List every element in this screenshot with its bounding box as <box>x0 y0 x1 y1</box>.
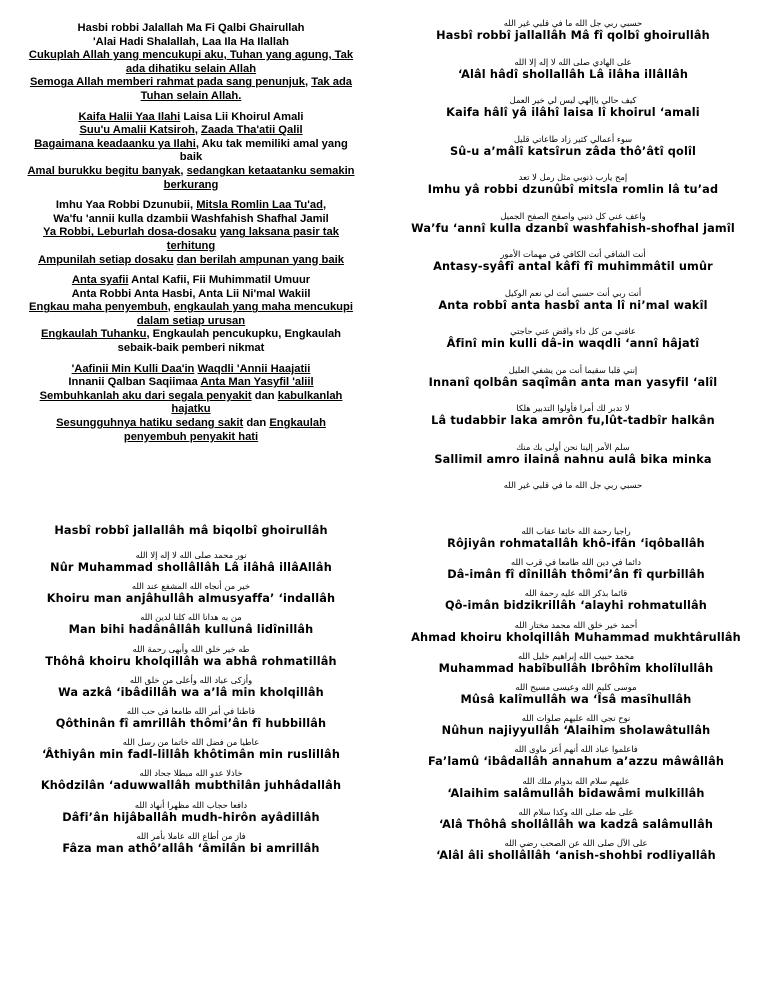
latin-transliteration: Khôdzilân ‘aduwwallâh mubthilân juhhâdallâh <box>40 779 342 793</box>
translation-line <box>18 403 364 417</box>
arabic-verse: خير من أنجاه الله المشفع عند الله <box>131 581 251 592</box>
underlined-phrase: Engkaulah Tuhanku <box>40 328 147 341</box>
underlined-phrase: kabulkanlah <box>277 389 343 402</box>
translation-line <box>18 199 364 213</box>
verse-pair <box>16 675 366 706</box>
latin-transliteration: Qô-imân bidzikrillâh ‘alayhi rohmatullâh <box>445 599 707 613</box>
latin-transliteration: Thôhâ khoiru kholqillâh wa abhâ rohmatillâh <box>45 654 337 668</box>
text-phrase: , Aku tak memiliki amal yang <box>195 137 348 150</box>
underlined-phrase: Semoga Allah memberi rahmat pada sang penunjuk <box>29 76 305 89</box>
latin-transliteration: Khoiru man anjâhullâh almusyaffa’ ‘indallâh <box>46 592 336 606</box>
latin-transliteration: Fa’lamû ‘ibâdallâh annahum a’azzu mâwâllâh <box>427 755 725 769</box>
latin-transliteration: ‘Alaihim salâmullâh bidawâmi mulkillâh <box>447 786 705 800</box>
arabic-verse: فاعلموا عباد الله أنهم أعز ماوى الله <box>514 744 638 755</box>
text-phrase: Imhu Yaa Robbi Dzunubii, <box>55 199 197 212</box>
text-phrase: Anta Robbi Anta Hasbi, Anta Lii Ni'mal Wakiil <box>71 287 311 300</box>
translation-block <box>18 22 364 451</box>
arabic-verse: أحمد خير خلق الله محمد مختار الله <box>514 619 638 630</box>
verse-pair <box>16 550 366 581</box>
translation-line <box>18 179 364 193</box>
text-phrase: sebaik-baik pemberi nikmat <box>117 342 265 355</box>
translation-line <box>18 138 364 152</box>
underlined-phrase: Engkaulah <box>269 417 326 430</box>
arabic-verse: سوء أعمالي كثير زاد طاعاتي قليل <box>513 133 633 144</box>
qasidah-part-two <box>16 524 366 862</box>
verse-pair <box>398 57 748 96</box>
translation-line <box>18 49 364 63</box>
arabic-verse: على الهادي صلى الله لا إله إلا الله <box>514 56 632 67</box>
underlined-phrase: 'Aafinii Min Kulli Daa'in <box>71 362 195 375</box>
underlined-phrase: Bagaimana keadaanku ya Ilahi <box>34 137 196 150</box>
latin-transliteration: Antasy-syâfî antal kâfî fî muhimmâtil umûr <box>433 260 713 273</box>
latin-transliteration: Hasbî robbî jallallâh mâ biqolbî ghoirullâh <box>54 524 328 537</box>
arabic-verse: من به هدانا الله كلنا لدين الله <box>140 612 242 623</box>
verse-pair <box>16 644 366 675</box>
arabic-verse: محمد حبيب الله إبراهيم خليل الله <box>517 650 635 661</box>
translation-line <box>18 301 364 315</box>
arabic-verse: عليهم سلام الله بدوام ملك الله <box>522 775 630 786</box>
verse-pair <box>398 172 748 211</box>
translation-line <box>18 213 364 227</box>
verse-pair <box>398 480 748 519</box>
verse-pair <box>398 620 754 651</box>
underlined-phrase: Anta syafii <box>71 274 129 287</box>
underlined-phrase: Tak ada <box>311 76 353 89</box>
underlined-phrase: Cukuplah Allah yang mencukupi aku, Tuhan yang agung, Tak <box>28 49 354 62</box>
latin-transliteration: Kaifa hâlî yâ ilâhî laisa lî khoirul ‘amali <box>446 106 700 119</box>
underlined-phrase: Mitsla Romlin Laa Tu'ad <box>196 199 323 212</box>
verse-pair <box>16 737 366 768</box>
arabic-verse: إنني قلبا سقيما أنت من يشفي العليل <box>508 364 638 375</box>
verse-pair <box>16 800 366 831</box>
translation-line <box>18 431 364 445</box>
latin-transliteration: Rôjiyân rohmatallâh khô-ifân ‘iqôballâh <box>447 537 705 550</box>
text-phrase: , <box>194 124 202 137</box>
underlined-phrase: engkaulah yang maha mencukupi <box>173 301 353 314</box>
underlined-phrase: Zaada Tha'atii Qalil <box>201 124 303 137</box>
translation-line <box>18 417 364 431</box>
latin-transliteration: Imhu yâ robbi dzunûbî mitsla romlin lâ tu’ad <box>427 183 719 196</box>
arabic-verse: دائما في دين الله طامعا في قرب الله <box>511 557 641 568</box>
translation-line <box>18 274 364 288</box>
latin-transliteration: Qôthinân fî amrillâh thômi’ân fî hubbillâh <box>55 716 327 730</box>
latin-transliteration: Mûsâ kalîmullâh wa ‘Îsâ masîhullâh <box>460 692 692 706</box>
verse-pair <box>398 249 748 288</box>
translation-line <box>18 90 364 104</box>
qasidah-part-one <box>398 18 748 519</box>
arabic-verse: على الآل صلى الله عن الصحب رضي الله <box>504 837 648 848</box>
underlined-phrase: terhitung <box>166 239 216 252</box>
verse-pair <box>398 651 754 682</box>
verse-pair <box>16 706 366 737</box>
verse-pair <box>16 831 366 862</box>
arabic-verse: طه خير خلق الله وأبهى رحمة الله <box>132 643 250 654</box>
translation-line <box>18 342 364 356</box>
latin-transliteration: Muhammad habîbullâh Ibrôhîm kholîlullâh <box>438 661 714 675</box>
verse-pair <box>398 807 754 838</box>
underlined-phrase: berkurang <box>163 178 219 191</box>
latin-transliteration: ‘Âthiyân min fadl-lillâh khôtimân min ruslillâh <box>41 748 341 762</box>
latin-transliteration: Wa azkâ ‘ibâdillâh wa a’lâ min kholqillâh <box>58 685 324 699</box>
underlined-phrase: Ampunilah setiap dosaku <box>38 253 174 266</box>
arabic-verse: لا تدبر لك أمرا فأولوا التدبير هلكا <box>516 403 630 413</box>
underlined-phrase: Engkau maha penyembuh <box>29 301 168 314</box>
text-phrase: Wa'fu 'annii kulla dzambii Washfahish Shafhal Jamil <box>53 212 329 225</box>
latin-transliteration: Anta robbî anta hasbî anta lî ni’mal wakîl <box>438 298 708 312</box>
latin-transliteration: Dâ-imân fî dînillâh thômi’ân fî qurbillâh <box>447 568 705 582</box>
text-phrase: Antal Kafii, Fii Muhimmatil Umuur <box>128 274 311 287</box>
latin-transliteration: ‘Alâl hâdî shollallâh Lâ ilâha illâllâh <box>457 67 689 81</box>
text-phrase: baik <box>179 151 203 164</box>
underlined-phrase: Tuhan selain Allah. <box>140 89 242 102</box>
verse-pair <box>16 581 366 612</box>
arabic-verse: عاطيا من فضل الله خاتما من رسل الله <box>122 737 260 748</box>
arabic-verse: موسى كليم الله وعيسى مسيح الله <box>515 681 637 692</box>
latin-transliteration: Fâza man athô’allâh ‘âmilân bi amrillâh <box>62 841 320 855</box>
arabic-verse: نوح نجي الله عليهم صلوات الله <box>521 713 631 724</box>
text-phrase: , <box>322 199 327 212</box>
translation-line <box>18 328 364 342</box>
latin-transliteration: Nûhun najiyyullâh ‘Alaihim sholawâtullâh <box>441 724 711 738</box>
arabic-verse: خاذلا عدو الله مبطلا جحاد الله <box>139 768 243 779</box>
translation-line <box>18 165 364 179</box>
translation-paragraph <box>18 274 364 356</box>
underlined-phrase: dan berilah ampunan yang baik <box>176 253 344 266</box>
translation-paragraph <box>18 199 364 267</box>
arabic-verse: إمح يارب ذنوبي مثل رمل لا تعد <box>518 172 628 182</box>
verse-pair <box>398 557 754 588</box>
underlined-phrase: penyembuh penyakit hati <box>123 430 259 443</box>
latin-transliteration: Nûr Muhammad shollâllâh Lâ ilâhâ illâAllâh <box>50 561 332 574</box>
latin-transliteration: ‘Alâl âli shollâllâh ‘anish-shohbi rodliyallâh <box>436 848 716 862</box>
verse-pair <box>398 211 748 250</box>
translation-line <box>18 254 364 268</box>
latin-transliteration: Lâ tudabbir laka amrôn fu,lût-tadbîr halkân <box>431 414 715 427</box>
translation-line <box>18 363 364 377</box>
underlined-phrase: Anta Man Yasyfil 'aliil <box>200 376 314 389</box>
underlined-phrase: ada dihatiku selain Allah <box>125 62 257 75</box>
arabic-verse: راجيا رحمة الله خائفا عقاب الله <box>521 526 631 536</box>
underlined-phrase: Waqdli 'Annii Haajatii <box>197 362 311 375</box>
translation-paragraph <box>18 363 364 445</box>
verse-pair <box>398 588 754 619</box>
arabic-verse: نور محمد صلى الله لا إله إلا الله <box>135 550 247 560</box>
arabic-verse: كيف حالي ياإلهي ليس لي خير العمل <box>509 95 637 105</box>
verse-pair <box>398 838 754 869</box>
translation-line <box>18 124 364 138</box>
translation-line <box>18 76 364 90</box>
underlined-phrase: dalam setiap urusan <box>136 314 246 327</box>
arabic-verse: فاز من أطاع الله عاملا بأمر الله <box>136 830 246 841</box>
text-phrase: , Engkaulah pencukupku, Engkaulah <box>146 328 342 341</box>
text-phrase: Hasbi robbi Jalallah Ma Fi Qalbi Ghairullah <box>77 22 305 34</box>
verse-pair <box>16 612 366 643</box>
underlined-phrase: Kaifa Halii Yaa Ilahi <box>78 110 181 123</box>
arabic-verse: قاطنا في أمر الله طامعا في حب الله <box>126 705 256 716</box>
verse-pair <box>398 326 748 365</box>
verse-pair <box>398 713 754 744</box>
verse-pair <box>398 744 754 775</box>
latin-transliteration: Ahmad khoiru kholqillâh Muhammad mukhtârullâh <box>411 630 741 644</box>
latin-transliteration: Innanî qolbân saqîmân anta man yasyfil ‘alîl <box>428 375 718 389</box>
latin-transliteration: Sallimil amro ilainâ nahnu aulâ bika minka <box>434 452 712 466</box>
translation-line <box>18 240 364 254</box>
translation-line <box>18 36 364 50</box>
verse-pair <box>398 18 748 57</box>
latin-transliteration: Man bihi hadânâllâh kullunâ lidînillâh <box>68 623 314 637</box>
underlined-phrase: hajatku <box>171 403 211 416</box>
text-phrase: dan <box>243 417 270 430</box>
underlined-phrase: sedangkan ketaatanku semakin <box>186 164 355 177</box>
arabic-verse: سلم الأمر إلينا نحن أولى بك منك <box>516 441 630 452</box>
arabic-verse: قائما بذكر الله عليه رحمة الله <box>524 588 628 599</box>
verse-pair <box>16 524 366 550</box>
translation-line <box>18 376 364 390</box>
latin-transliteration: Hasbî robbî jallallâh Mâ fî qolbî ghoirullâh <box>436 29 710 42</box>
arabic-verse: حسبي ربي جل الله ما في قلبي غير الله <box>503 480 643 490</box>
verse-pair <box>398 442 748 481</box>
text-phrase: , <box>180 164 187 177</box>
translation-paragraph <box>18 22 364 104</box>
underlined-phrase: Suu'u Amalii Katsiroh <box>79 124 195 137</box>
verse-pair <box>398 134 748 173</box>
verse-pair <box>398 95 748 134</box>
arabic-verse: أنت ربي أنت حسبي أنت لي نعم الوكيل <box>504 287 642 298</box>
arabic-verse: أنت الشافي أنت الكافي في مهمات الأمور <box>500 249 646 259</box>
text-phrase: , <box>167 301 174 314</box>
latin-transliteration: ‘Alâ Thôhâ shollâllâh wa kadzâ salâmullâh <box>438 817 714 831</box>
latin-transliteration: Sû-u a’mâlî katsîrun zâda thô’âtî qolîl <box>449 144 697 158</box>
arabic-verse: دافعا حجاب الله مظهرا أنهاد الله <box>134 799 248 810</box>
arabic-verse: عافني من كل داء واقض عني حاجتي <box>510 326 636 336</box>
underlined-phrase: Sembuhkanlah aku dari segala penyakit <box>39 389 252 402</box>
translation-line <box>18 288 364 302</box>
arabic-verse: وأزكى عباد الله وأعلى من خلق الله <box>129 674 253 685</box>
text-phrase: 'Alai Hadi Shalallah, Laa Ila Ha Ilallah <box>92 35 290 48</box>
translation-line <box>18 226 364 240</box>
verse-pair <box>16 768 366 799</box>
translation-line <box>18 390 364 404</box>
verse-pair <box>398 776 754 807</box>
verse-pair <box>398 288 748 327</box>
arabic-verse: حسبي ربي جل الله ما في قلبي غير الله <box>503 18 643 28</box>
translation-line <box>18 111 364 125</box>
underlined-phrase: Amal burukku begitu banyak <box>27 164 181 177</box>
text-phrase: Laisa Lii Khoirul Amali <box>180 110 304 123</box>
underlined-phrase: yang laksana pasir tak <box>219 226 339 239</box>
translation-line <box>18 315 364 329</box>
latin-transliteration: Âfinî min kulli dâ-in waqdli ‘annî hâjatî <box>446 337 700 350</box>
translation-line <box>18 151 364 165</box>
qasidah-part-three <box>398 526 754 869</box>
arabic-verse: واعف عني كل ذنبي واصفح الصفح الجميل <box>500 210 646 221</box>
translation-paragraph <box>18 111 364 193</box>
latin-transliteration: Dâfi’ân hijâballâh mudh-hirôn ayâdillâh <box>62 810 320 824</box>
latin-transliteration: Wa’fu ‘annî kulla dzanbî washfahish-shofhal jamîl <box>411 221 735 235</box>
underlined-phrase: Ya Robbi, Leburlah dosa-dosaku <box>43 226 217 239</box>
translation-line <box>18 63 364 77</box>
verse-pair <box>398 403 748 442</box>
arabic-verse: على طه صلى الله وكذا سلام الله <box>518 806 634 817</box>
verse-pair <box>398 365 748 404</box>
translation-line <box>18 22 364 36</box>
text-phrase: dan <box>251 389 278 402</box>
text-phrase: , <box>304 76 312 89</box>
underlined-phrase: Sesungguhnya hatiku sedang sakit <box>56 417 244 430</box>
verse-pair <box>398 526 754 557</box>
verse-pair <box>398 682 754 713</box>
text-phrase: Innanii Qalban Saqiimaa <box>68 376 201 389</box>
